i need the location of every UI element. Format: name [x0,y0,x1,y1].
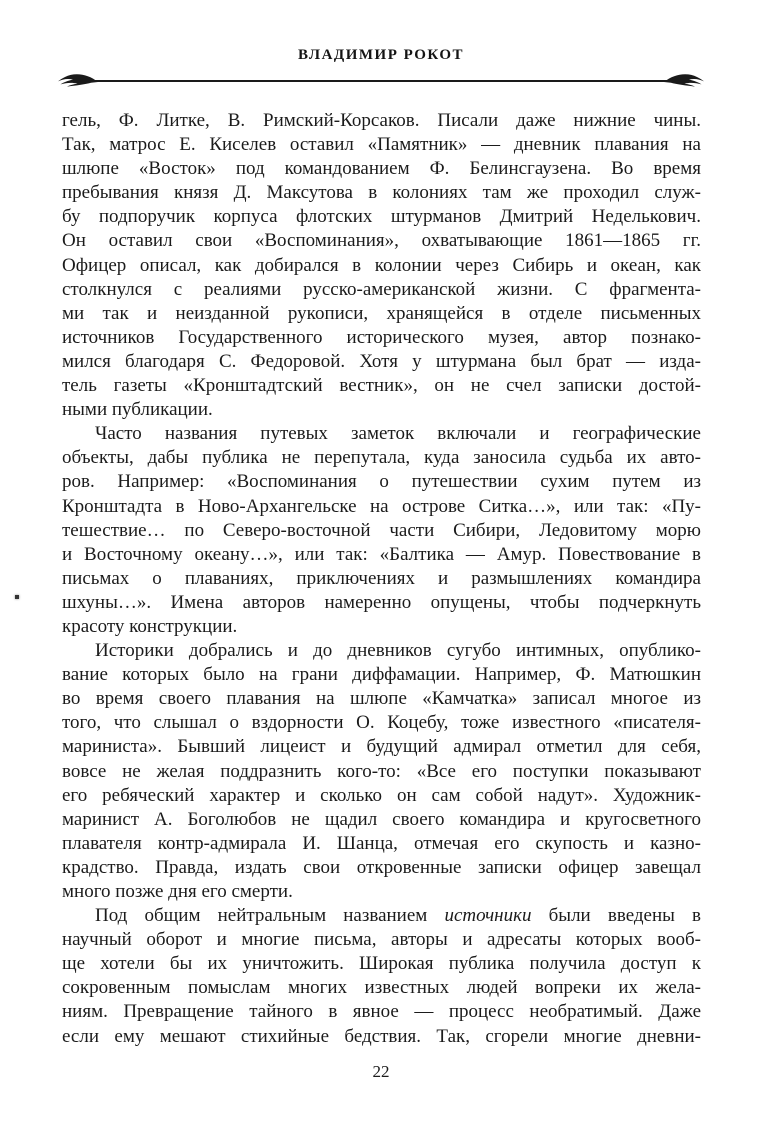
paragraph [62,422,701,639]
text-line: пребывания князя Д. Максутова в колониях там же проходил служ- [62,182,701,204]
text-line: письмах о плаваниях, приключениях и размышлениях командира [62,567,701,589]
running-head: ВЛАДИМИР РОКОТ [297,47,465,63]
text-line: мариниста». Бывший лицеист и будущий адмирал отметил для себя, [62,736,701,758]
text-line: плавателя контр-адмирала И. Шанца, отмечая его скупость и казно- [62,832,701,854]
text-line: много позже дня его смерти. [62,881,293,902]
paragraph [62,109,701,422]
text-line: и Восточному океану…», или так: «Балтика — Амур. Повествование в [62,543,701,565]
text-line: тель газеты «Кронштадтский вестник», он не счел записки достой- [62,375,701,397]
text-line: Кронштадта в Ново-Архангельске на острове Ситка…», или так: «Пу- [62,495,701,517]
text-line: источников Государственного исторического музея, автор познако- [62,326,701,348]
text-line: того, что слышал о вздорности О. Коцебу, тоже известного «писателя- [62,712,701,734]
flourish-left-icon [58,72,98,88]
text-line: столкнулся с реалиями русско-американской жизни. С фрагмента- [62,278,701,300]
italic-term: источники [444,905,532,927]
text-line: объекты, дабы публика не перепутала, куда заносила судьба их авто- [62,447,701,469]
text-segment: Под общим нейтральным названием [95,905,428,927]
text-line: научный оборот и многие письма, авторы и адресаты которых вооб- [62,929,701,951]
text-line: гель, Ф. Литке, В. Римский-Корсаков. Писали даже нижние чины. [62,110,701,131]
text-line: вание которых было на грани диффамации. Например, Ф. Матюшкин [62,664,701,686]
text-line: Историки добрались и до дневников сугубо интимных, опублико- [95,640,701,662]
text-line: сокровенным помыслам многих известных людей вопреки их жела- [62,977,701,999]
text-line: во время своего плавания на шлюпе «Камчатка» записал многое из [62,688,701,710]
text-line: шлюпе «Восток» под командованием Ф. Белинсгаузена. Во время [62,158,701,180]
text-line: Он оставил свои «Воспоминания», охватывающие 1861—1865 гг. [62,230,701,252]
body-text [62,109,701,1049]
text-line [62,904,701,928]
paragraph [62,904,701,1049]
text-line: маринист А. Боголюбов не щадил своего командира и кругосветного [62,808,701,830]
text-line: ми так и неизданной рукописи, хранящейся в отделе письменных [62,302,701,324]
paragraph [62,639,701,904]
text-line: ров. Например: «Воспоминания о путешествии сухим путем из [62,471,701,493]
text-segment: были введены в [548,905,702,927]
text-line: его ребяческий характер и сколько он сам собой надут». Художник- [62,784,701,806]
text-line: мился благодаря С. Федоровой. Хотя у штурмана был брат — изда- [62,350,701,372]
text-line: крадство. Правда, издать свои откровенные записки офицер завещал [62,856,701,878]
divider-line [95,80,667,82]
margin-speck [15,595,19,599]
text-line: если ему мешают стихийные бедствия. Так, сгорели многие дневни- [62,1025,701,1047]
flourish-right-icon [664,72,704,88]
text-line: ными публикации. [62,399,213,421]
text-line: Часто названия путевых заметок включали и географические [95,423,701,445]
text-line: Так, матрос Е. Киселев оставил «Памятник» — дневник плавания на [62,134,701,156]
text-line: вовсе не желая поддразнить кого-то: «Все его поступки показывают [62,760,701,782]
page-number: 22 [372,1061,390,1081]
text-line: шхуны…». Имена авторов намеренно опущены, чтобы подчеркнуть [62,591,701,613]
text-line: красоту конструкции. [62,615,238,637]
text-line: тешествие… по Северо-восточной части Сибири, Ледовитому морю [62,519,701,541]
text-line: ще хотели бы их уничтожить. Широкая публика получила доступ к [62,953,701,975]
text-line: бу подпоручик корпуса флотских штурманов Дмитрий Неделькович. [62,206,701,228]
header-divider [58,71,704,89]
text-line: ниям. Превращение тайного в явное — процесс необратимый. Даже [62,1001,701,1023]
text-line: Офицер описал, как добирался в колонии через Сибирь и океан, как [62,254,701,276]
